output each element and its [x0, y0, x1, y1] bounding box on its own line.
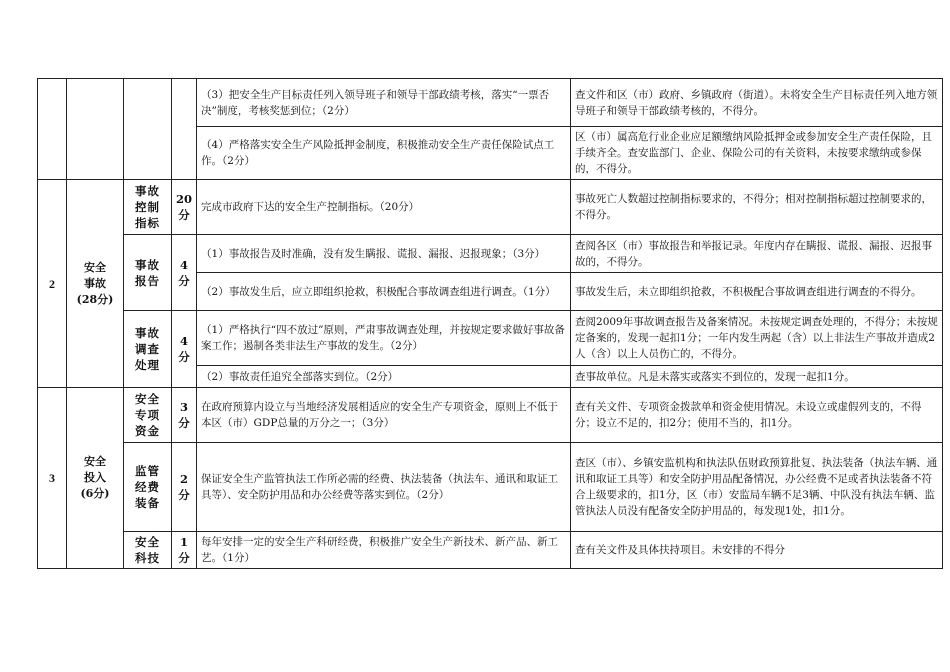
method-cell: 事故发生后，未立即组织抢救，不积极配合事故调查组进行调查的不得分。 [571, 273, 943, 311]
method-cell: 查区（市）、乡镇安监机构和执法队伍财政预算批复、执法装备（执法车辆、通讯和取证工具等）和安全防护用品配备情况，办公经费不足或者执法装备不符合上级要求的，扣1分，区（市）安监局车辆不足3辆、中队没有执法车辆、监管执法人员没有配备安全防护用品的，每发现1处，扣1分。 [571, 443, 943, 532]
item-score: 20 分 [172, 180, 197, 235]
number-cell-empty [38, 79, 67, 180]
method-cell: 查有关文件及具体扶持项目。未安排的不得分 [571, 532, 943, 569]
table-row [38, 532, 943, 569]
method-cell: 查有关文件、专项资金拨款单和资金使用情况。未设立或虚假列支的，不得分；设立不足的，扣2分；使用不当的，扣1分。 [571, 388, 943, 443]
item-score: 2 分 [172, 443, 197, 532]
requirement-cell: 完成市政府下达的安全生产控制指标。（20分） [197, 180, 571, 235]
method-cell: 查文件和区（市）政府、乡镇政府（街道）。未将安全生产目标责任列入地方领导班子和领导干部政绩考核的，不得分。 [571, 79, 943, 127]
section-number: 2 [38, 180, 67, 388]
requirement-cell: （4）严格落实安全生产风险抵押金制度，积极推动安全生产责任保险试点工作。（2分） [197, 127, 571, 180]
requirement-cell: 每年安排一定的安全生产科研经费，积极推广安全生产新技术、新产品、新工艺。（1分） [197, 532, 571, 569]
item-name: 事故 控制 指标 [124, 180, 172, 235]
method-cell: 查阅2009年事故调查报告及备案情况。未按规定调查处理的，不得分；未按规定备案的，发现一起扣1分；一年内发生两起（含）以上非法生产事故并造成2人（含）以上人员伤亡的，不得分。 [571, 311, 943, 366]
method-cell: 区（市）属高危行业企业应足额缴纳风险抵押金或参加安全生产责任保险，且手续齐全。查安监部门、企业、保险公司的有关资料，未按要求缴纳或参保的，不得分。 [571, 127, 943, 180]
requirement-cell: （2）事故发生后，应立即组织抢救，积极配合事故调查组进行调查。（1分） [197, 273, 571, 311]
evaluation-table [37, 78, 943, 569]
item-name: 安全 科技 [124, 532, 172, 569]
item-name: 安全 专项 资金 [124, 388, 172, 443]
method-cell: 查事故单位。凡是未落实或落实不到位的，发现一起扣1分。 [571, 366, 943, 388]
section-category: 安全 事故 (28分) [67, 180, 124, 388]
table-row [38, 443, 943, 532]
table-row [38, 79, 943, 127]
table-row [38, 388, 943, 443]
requirement-cell: （1）事故报告及时准确，没有发生瞒报、谎报、漏报、迟报现象；（3分） [197, 235, 571, 273]
section-category: 安全 投入 (6分) [67, 388, 124, 569]
item-score: 4 分 [172, 311, 197, 388]
requirement-cell: （3）把安全生产目标责任列入领导班子和领导干部政绩考核，落实“一票否决”制度，考核奖惩到位；（2分） [197, 79, 571, 127]
item-score: 4 分 [172, 235, 197, 311]
item-score: 3 分 [172, 388, 197, 443]
requirement-cell: 在政府预算内设立与当地经济发展相适应的安全生产专项资金，原则上不低于本区（市）GDP总量的万分之一；（3分） [197, 388, 571, 443]
requirement-cell: （1）严格执行“四不放过”原则，严肃事故调查处理，并按规定要求做好事故备案工作；遏制各类非法生产事故的发生。（2分） [197, 311, 571, 366]
item-score: 1 分 [172, 532, 197, 569]
item-cell-empty [124, 79, 172, 180]
item-name: 事故 调查 处理 [124, 311, 172, 388]
method-cell: 查阅各区（市）事故报告和举报记录。年度内存在瞒报、谎报、漏报、迟报事故的，不得分。 [571, 235, 943, 273]
method-cell: 事故死亡人数超过控制指标要求的，不得分；相对控制指标超过控制要求的，不得分。 [571, 180, 943, 235]
item-name: 事故 报告 [124, 235, 172, 311]
table-row [38, 180, 943, 235]
item-name: 监管 经费 装备 [124, 443, 172, 532]
score-cell-empty [172, 79, 197, 180]
requirement-cell: 保证安全生产监管执法工作所必需的经费、执法装备（执法车、通讯和取证工具等）、安全防护用品和办公经费等落实到位。（2分） [197, 443, 571, 532]
category-cell-empty [67, 79, 124, 180]
requirement-cell: （2）事故责任追究全部落实到位。（2分） [197, 366, 571, 388]
section-number: 3 [38, 388, 67, 569]
table-row [38, 311, 943, 366]
table-row [38, 235, 943, 273]
